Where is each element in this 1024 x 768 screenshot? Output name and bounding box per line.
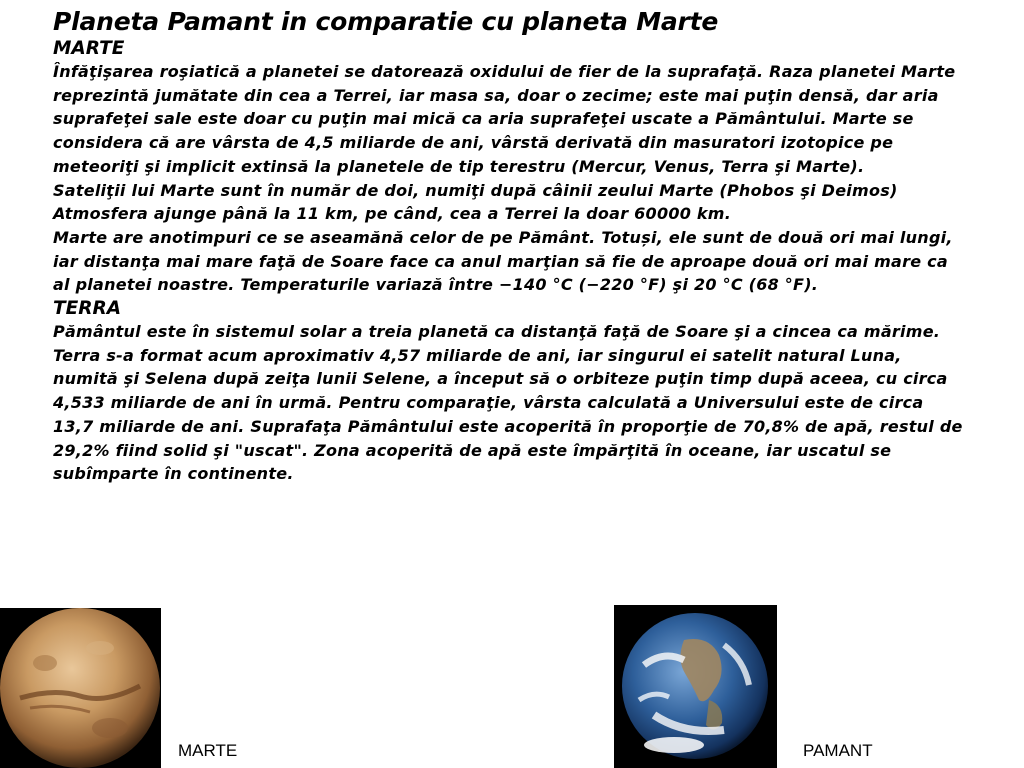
mars-image (0, 608, 161, 768)
mars-caption: MARTE (178, 741, 238, 760)
earth-heading: TERRA (53, 298, 122, 320)
mars-heading: MARTE (53, 38, 125, 59)
earth-paragraph-1: Pământul este în sistemul solar a treia planetă ca distanţă faţă de Soare şi a cincea ca mărime. (53, 322, 941, 342)
earth-caption: PAMANT (803, 741, 873, 760)
earth-paragraph-2: Terra s-a format acum aproximativ 4,57 miliarde de ani, iar singurul ei satelit natural Luna, numită şi Selena după zeiţa lunii Selene, a început să o orbiteze puţin timp după aceea, cu circa 4,533 miliarde de ani în urmă. Pentru comparaţie, vârsta calculată a Universului este de circa 13,7 miliarde de ani. Suprafaţa Pământului este acoperită în proporţie de 70,8% de apă, restul de 29,2% fiind solid şi "uscat". Zona acoperită de apă este împărţită în oceane, iar uscatul se subîmparte în continente. (53, 345, 963, 484)
earth-globe-illustration (614, 605, 777, 768)
mars-globe-illustration (0, 608, 161, 768)
slide-text-body (53, 6, 968, 486)
mars-paragraph-2: Sateliţii lui Marte sunt în număr de doi, numiţi după câinii zeului Marte (Phobos şi Deimos) (53, 180, 898, 200)
mars-paragraph-3: Atmosfera ajunge până la 11 km, pe când, cea a Terrei la doar 60000 km. (53, 204, 732, 224)
earth-image (614, 605, 777, 768)
page-title: Planeta Pamant in comparatie cu planeta Marte (53, 7, 719, 36)
mars-paragraph-4: Marte are anotimpuri ce se aseamănă celor de pe Pământ. Totuși, ele sunt de două ori mai lungi, iar distanţa mai mare faţă de Soare face ca anul marţian să fie de aproape două ori mai mare ca al planetei noastre. Temperaturile variază între −140 °C (−220 °F) şi 20 °C (68 °F). (53, 227, 953, 295)
mars-paragraph-1: Înfăţişarea roşiatică a planetei se datorează oxidului de fier de la suprafaţă. Raza planetei Marte reprezintă jumătate din cea a Terrei, iar masa sa, doar o zecime; este mai puţin densă, dar aria suprafeţei sale este doar cu puţin mai mică ca aria suprafeţei uscate a Pământului. Marte se considera că are vârsta de 4,5 miliarde de ani, vârstă derivată din masuratori izotopice pe meteoriţi şi implicit extinsă la planetele de tip terestru (Mercur, Venus, Terra şi Marte). (53, 62, 956, 176)
